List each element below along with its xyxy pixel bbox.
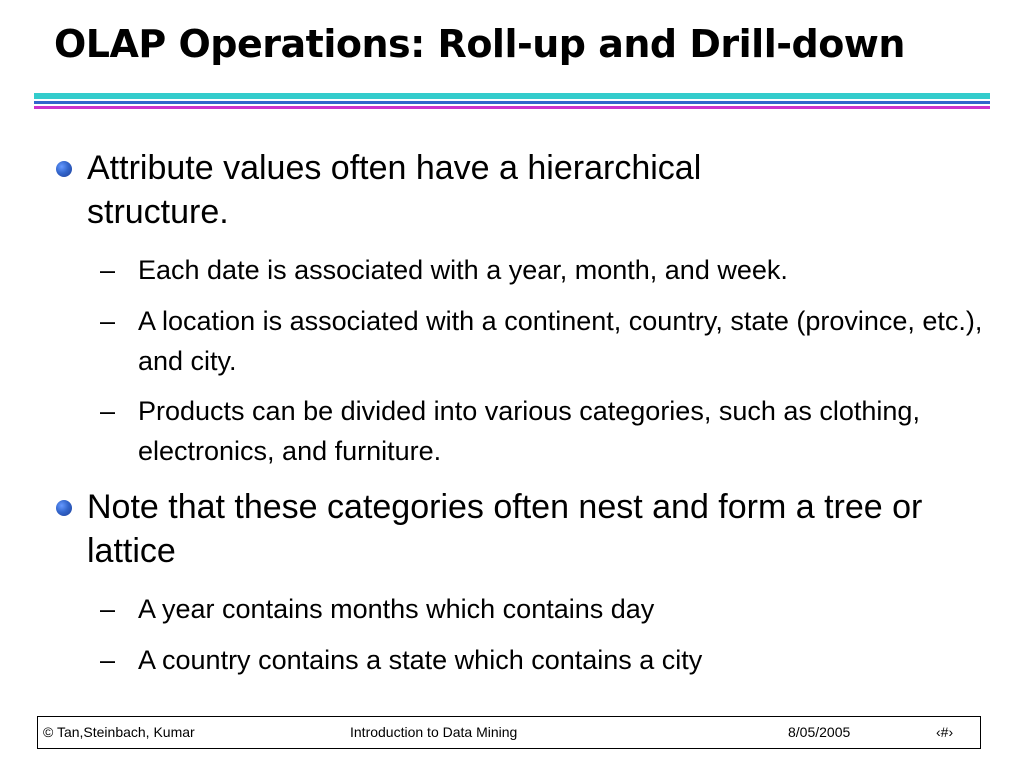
slide-title: OLAP Operations: Roll-up and Drill-down xyxy=(54,22,905,66)
footer-page-number: ‹#› xyxy=(936,724,954,740)
bullet-level1: Note that these categories often nest and form a tree or lattice xyxy=(87,488,923,570)
bullet-level2: A country contains a state which contains a city xyxy=(138,645,703,675)
dash-icon: – xyxy=(100,306,116,336)
bullet-dot-icon xyxy=(56,500,72,516)
bullet-level2: A location is associated with a continent, country, state (province, etc.), and city. xyxy=(138,306,983,376)
footer-copyright: © Tan,Steinbach, Kumar xyxy=(43,724,195,740)
bullet-level2: A year contains months which contains day xyxy=(138,594,655,624)
bullet-level2: Products can be divided into various categories, such as clothing, electronics, and furniture. xyxy=(138,396,920,466)
bullet-level2: Each date is associated with a year, month, and week. xyxy=(138,255,788,285)
bullet-dot-icon xyxy=(56,161,72,177)
dash-icon: – xyxy=(100,645,116,675)
slide-footer xyxy=(37,716,981,749)
dash-icon: – xyxy=(100,594,116,624)
footer-date: 8/05/2005 xyxy=(788,724,851,740)
dash-icon: – xyxy=(100,396,116,426)
footer-course-title: Introduction to Data Mining xyxy=(350,724,518,740)
bullet-level1: Attribute values often have a hierarchical structure. xyxy=(87,149,702,231)
dash-icon: – xyxy=(100,255,116,285)
